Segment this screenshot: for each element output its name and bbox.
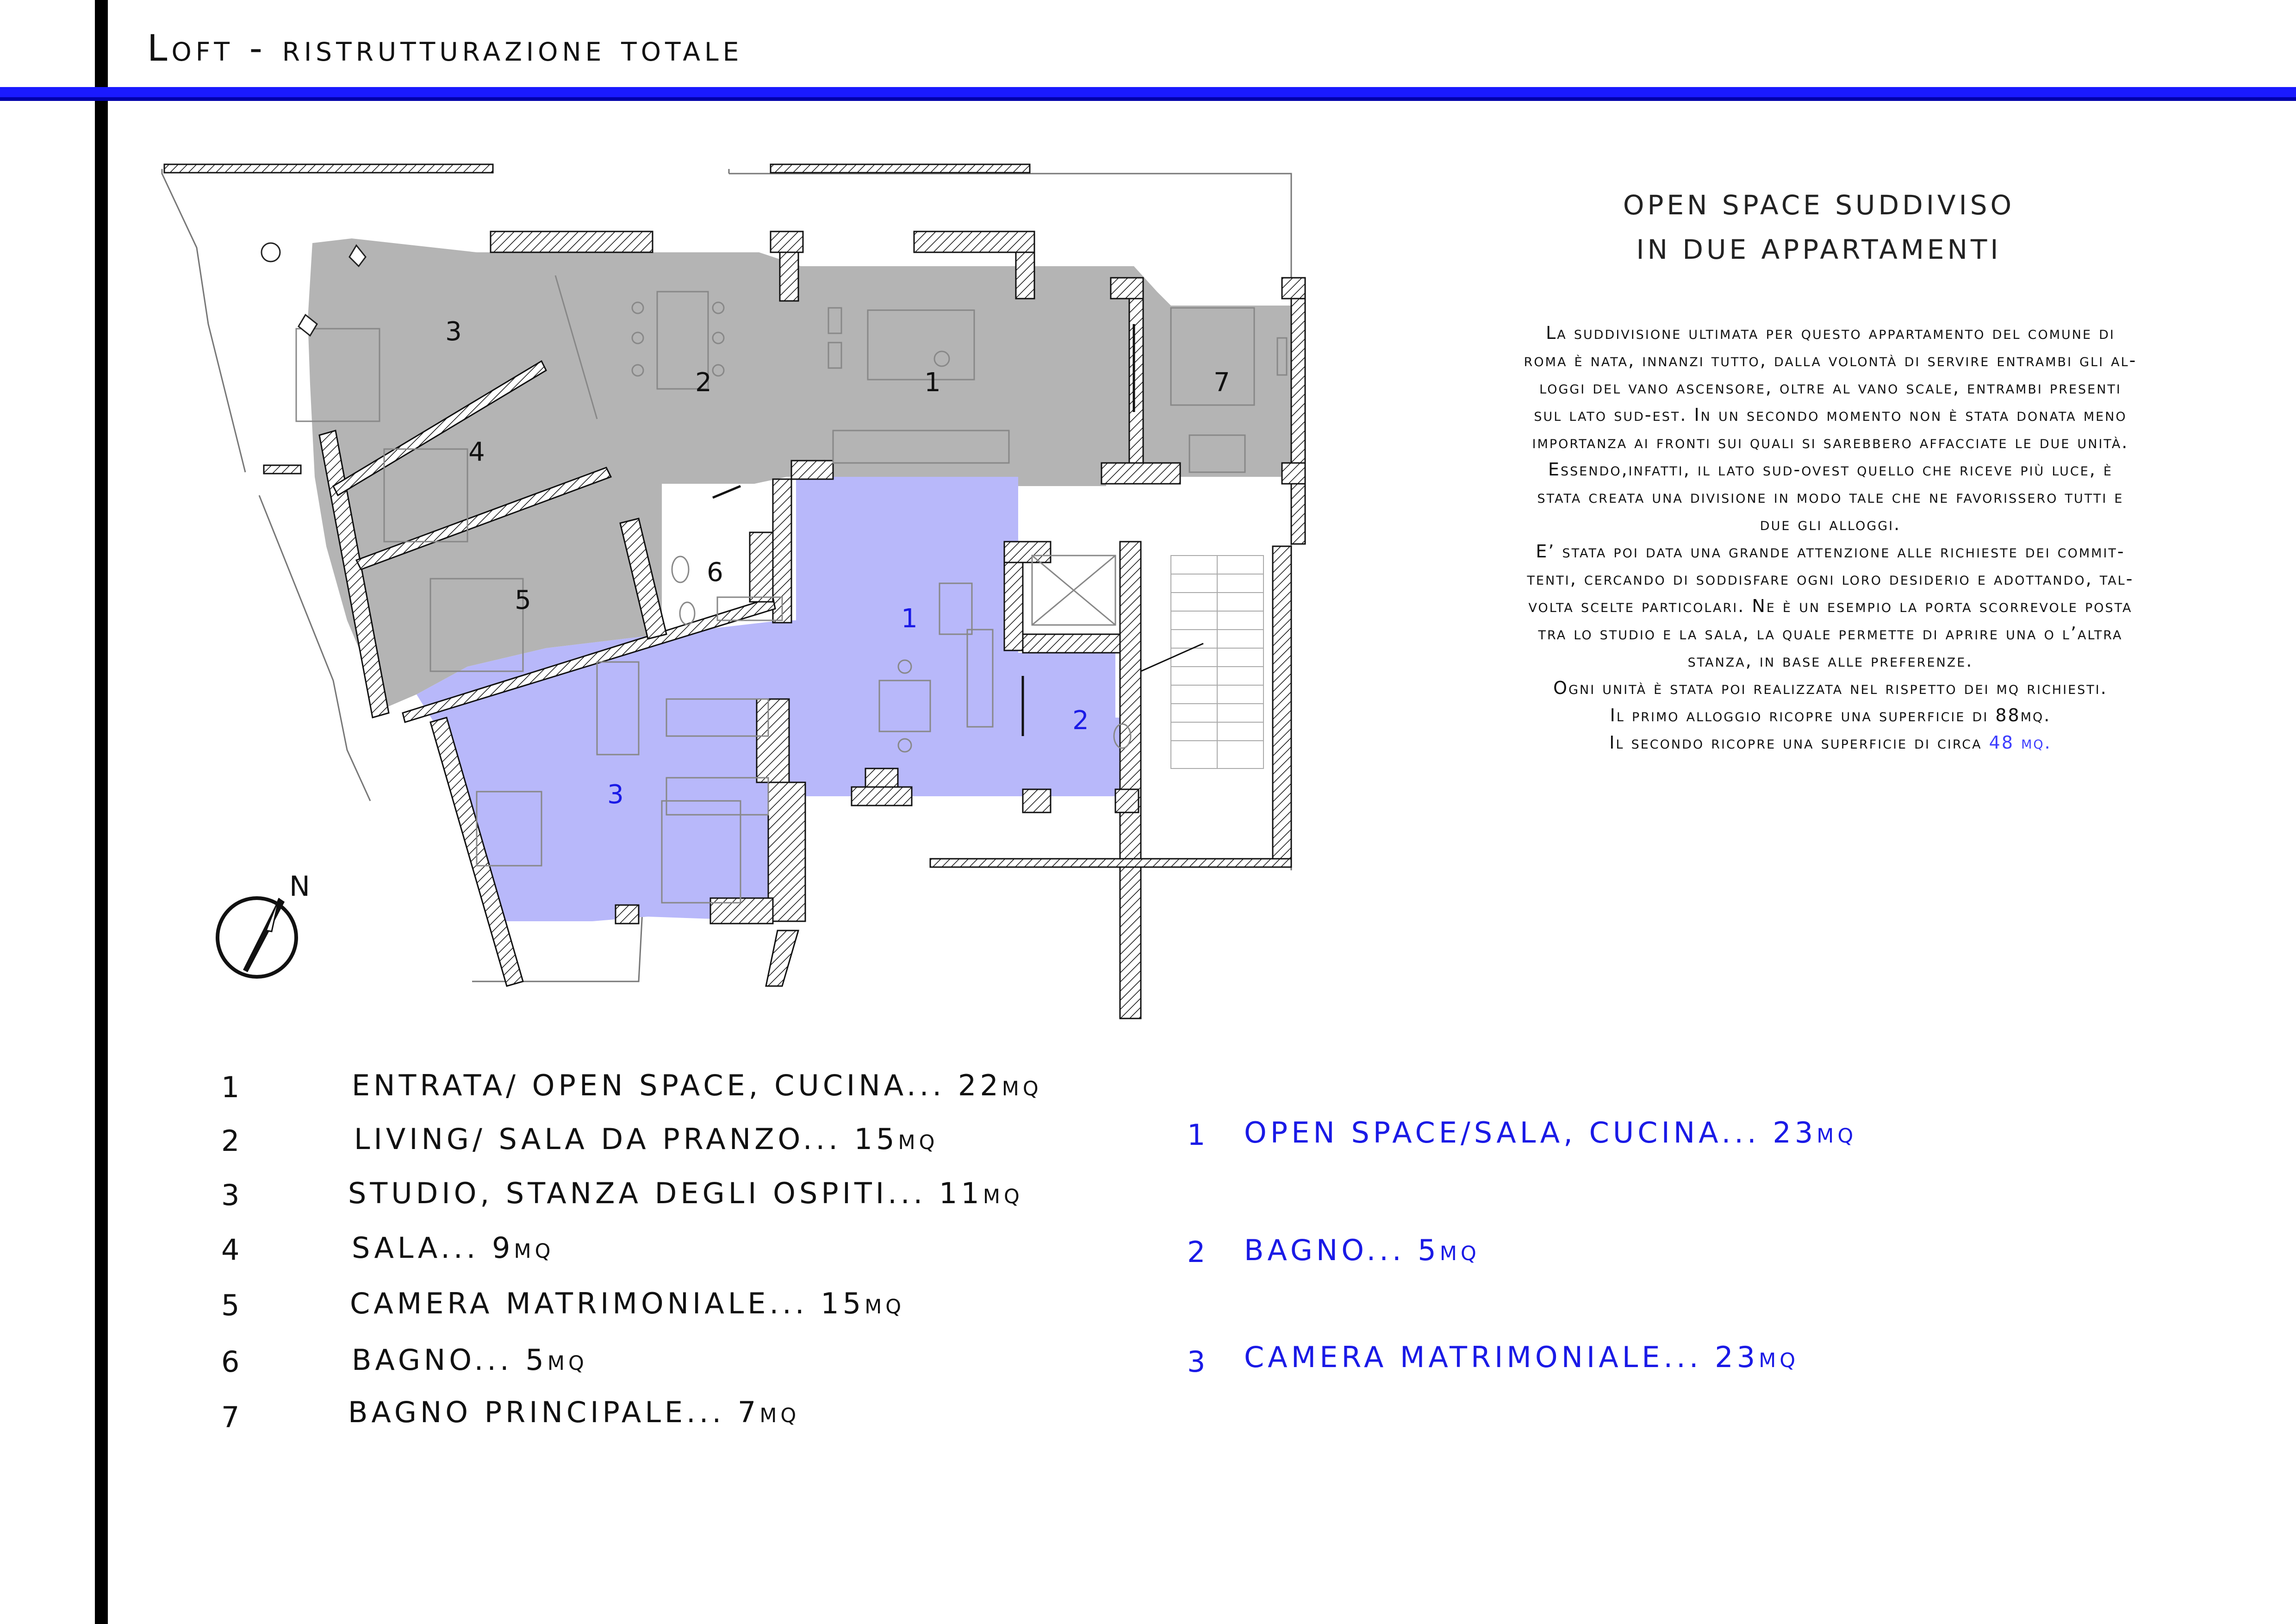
room-label: 4 — [468, 437, 485, 467]
description-line: volta scelte particolari. Ne è un esempio la porta scorrevole posta — [1528, 596, 2133, 616]
legend-number-apt2: 1 — [1187, 1118, 1209, 1152]
room-label-apt2: 2 — [1072, 706, 1089, 736]
description-line: tenti, cercando di soddisfare ogni loro desiderio e adottando, tal- — [1527, 568, 2134, 589]
legend-text: CAMERA MATRIMONIALE... 15mq — [350, 1287, 905, 1320]
description-last-line — [1384, 729, 2277, 756]
left-vertical-bar — [95, 0, 108, 1624]
description-line: sul lato sud-est. In un secondo momento non è stata donata meno — [1534, 405, 2127, 425]
room-label: 5 — [515, 585, 531, 615]
room-label-apt2: 3 — [607, 780, 624, 810]
legend-number: 2 — [221, 1124, 243, 1158]
legend-text: STUDIO, STANZA DEGLI OSPITI... 11mq — [348, 1176, 1023, 1210]
description-line: La suddivisione ultimata per questo appartamento del comune di — [1546, 323, 2115, 343]
legend-number-apt2: 3 — [1187, 1345, 1209, 1379]
description-line: Il primo alloggio ricopre una superficie di 88mq. — [1610, 705, 2051, 725]
legend-number: 7 — [221, 1400, 243, 1434]
room-label: 3 — [445, 317, 462, 347]
heading-line-2: IN DUE APPARTAMENTI — [1636, 234, 2002, 265]
description-area-highlight: 48 mq. — [1989, 732, 2052, 753]
description-line: stata creata una divisione in modo tale che ne favorissero tutti e — [1537, 487, 2124, 507]
description-line: due gli alloggi. — [1760, 514, 1901, 534]
legend-number: 1 — [221, 1070, 243, 1104]
description-line: loggi del vano ascensore, oltre al vano scale, entrambi presenti — [1539, 377, 2122, 398]
description — [1384, 319, 2277, 756]
room-label-apt2: 1 — [901, 604, 918, 634]
legend-text: ENTRATA/ OPEN SPACE, CUCINA... 22mq — [352, 1068, 1042, 1102]
column-marker — [261, 243, 280, 262]
description-last-prefix: Il secondo ricopre una superficie di circa — [1609, 732, 1989, 753]
description-line: Ogni unità è stata poi realizzata nel rispetto dei mq richiesti. — [1553, 678, 2108, 698]
compass-north-label: N — [289, 870, 310, 903]
legend-text: SALA... 9mq — [352, 1231, 554, 1265]
description-line: importanza ai fronti sui quali si sarebbero affacciate le due unità. — [1532, 432, 2129, 452]
room-label: 7 — [1213, 368, 1230, 398]
legend-text: BAGNO... 5mq — [352, 1343, 588, 1377]
legend-number-apt2: 2 — [1187, 1235, 1209, 1269]
legend-text-apt2: OPEN SPACE/SALA, CUCINA... 23mq — [1244, 1116, 1857, 1149]
floor-plan — [153, 153, 1324, 1023]
heading-line-1: OPEN SPACE SUDDIVISO — [1623, 189, 2015, 221]
room-label: 2 — [695, 368, 712, 398]
legend-text: BAGNO PRINCIPALE... 7mq — [348, 1395, 800, 1429]
description-line: Essendo,infatti, il lato sud-ovest quello che riceve più luce, è — [1548, 459, 2113, 480]
description-line: tra lo studio e la sala, la quale permette di aprire una o l’altra — [1538, 623, 2123, 643]
room-label: 1 — [924, 368, 941, 398]
north-compass — [211, 870, 312, 981]
room-label: 6 — [707, 557, 723, 587]
description-line: roma è nata, innanzi tutto, dalla volontà di servire entrambi gli al- — [1524, 350, 2137, 370]
legend-number: 3 — [221, 1178, 243, 1212]
stairs — [1171, 556, 1263, 768]
legend-text: LIVING/ SALA DA PRANZO... 15mq — [354, 1122, 939, 1156]
legend-text-apt2: BAGNO... 5mq — [1244, 1233, 1480, 1267]
legend-number: 5 — [221, 1288, 243, 1322]
legend-number: 4 — [221, 1233, 243, 1267]
plan-heading — [1462, 183, 2175, 272]
page-title: Loft - ristrutturazione totale — [147, 28, 743, 69]
description-line: E’ stata poi data una grande attenzione alle richieste dei commit- — [1536, 541, 2125, 562]
description-line: stanza, in base alle preferenze. — [1687, 650, 1973, 671]
header-accent-bar-shadow — [0, 97, 2296, 101]
legend-number: 6 — [221, 1345, 243, 1379]
legend-text-apt2: CAMERA MATRIMONIALE... 23mq — [1244, 1340, 1799, 1374]
